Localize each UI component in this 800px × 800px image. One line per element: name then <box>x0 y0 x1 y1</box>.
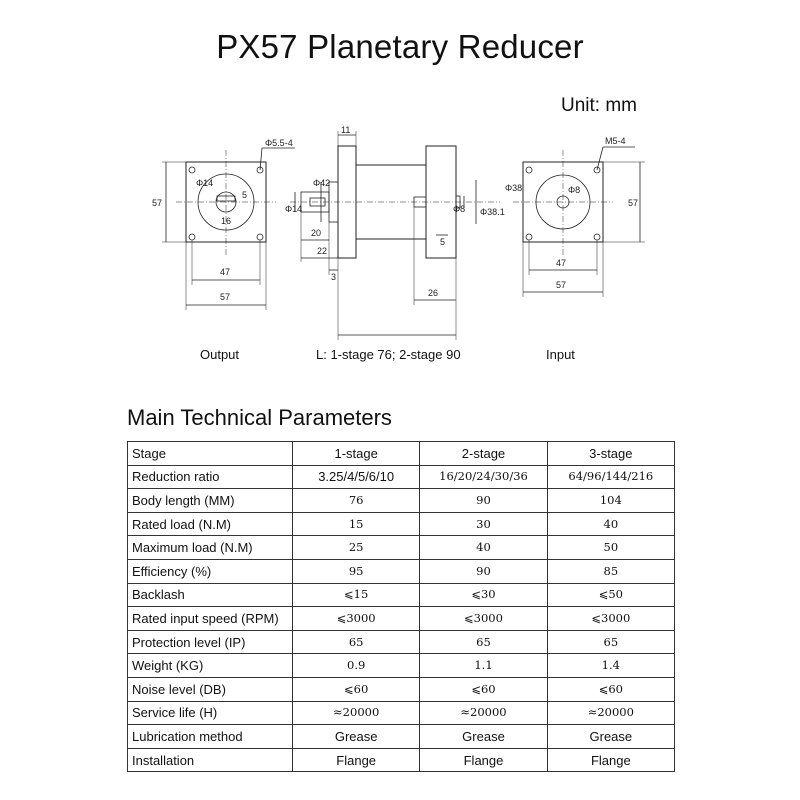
cell-value: 104 <box>547 489 674 513</box>
output-hole-spacing: 47 <box>220 267 231 277</box>
dimension-drawing <box>0 120 800 350</box>
cell-value: 3.25/4/5/6/10 <box>293 465 420 489</box>
side-pilot-dia: Φ42 <box>313 178 331 188</box>
table-row <box>128 512 675 536</box>
cell-value: Grease <box>293 725 420 749</box>
table-row <box>128 654 675 678</box>
table-header-row <box>128 442 675 466</box>
table-row <box>128 559 675 583</box>
cell-value: 30 <box>420 512 547 536</box>
output-hole-callout: Φ5.5-4 <box>265 138 293 148</box>
row-label: Efficiency (%) <box>128 559 293 583</box>
cell-value: 0.9 <box>293 654 420 678</box>
table-row <box>128 536 675 560</box>
section-heading: Main Technical Parameters <box>127 405 392 430</box>
cell-value: 1.4 <box>547 654 674 678</box>
row-label: Weight (KG) <box>128 654 293 678</box>
table-row <box>128 725 675 749</box>
side-small-3: 3 <box>331 272 337 282</box>
cell-value: ⩽15 <box>293 583 420 607</box>
cell-value: 25 <box>293 536 420 560</box>
table-row <box>128 607 675 631</box>
row-label: Lubrication method <box>128 725 293 749</box>
side-caption: L: 1-stage 76; 2-stage 90 <box>316 347 461 362</box>
cell-value: 1.1 <box>420 654 547 678</box>
cell-value: Flange <box>420 748 547 772</box>
cell-value: 90 <box>420 489 547 513</box>
side-shaft-len-22: 22 <box>317 246 328 256</box>
cell-value: Flange <box>293 748 420 772</box>
header-cell: 1-stage <box>293 442 420 466</box>
cell-value: ⩽3000 <box>547 607 674 631</box>
table-row <box>128 677 675 701</box>
table-row <box>128 465 675 489</box>
header-cell: Stage <box>128 442 293 466</box>
header-cell: 3-stage <box>547 442 674 466</box>
output-caption: Output <box>200 347 240 362</box>
side-flange-thickness: 11 <box>341 125 351 135</box>
table-row <box>128 701 675 725</box>
cell-value: ⩽3000 <box>420 607 547 631</box>
cell-value: ⩽30 <box>420 583 547 607</box>
input-thread-callout: M5-4 <box>605 136 626 146</box>
cell-value: 95 <box>293 559 420 583</box>
cell-value: Grease <box>420 725 547 749</box>
cell-value: ≈20000 <box>420 701 547 725</box>
cell-value: Grease <box>547 725 674 749</box>
row-label: Maximum load (N.M) <box>128 536 293 560</box>
cell-value: ⩽3000 <box>293 607 420 631</box>
cell-value: Flange <box>547 748 674 772</box>
table-row <box>128 630 675 654</box>
row-label: Body length (MM) <box>128 489 293 513</box>
cell-value: 16/20/24/30/36 <box>420 465 547 489</box>
cell-value: ≈20000 <box>547 701 674 725</box>
cell-value: ⩽60 <box>420 677 547 701</box>
side-input-bore: Φ8 <box>453 204 466 214</box>
cell-value: 76 <box>293 489 420 513</box>
input-width-dim: 57 <box>556 280 567 290</box>
side-input-flange: Φ38.1 <box>480 207 505 217</box>
cell-value: 65 <box>293 630 420 654</box>
row-label: Rated load (N.M) <box>128 512 293 536</box>
page-title: PX57 Planetary Reducer <box>216 28 584 65</box>
cell-value: 85 <box>547 559 674 583</box>
input-circle-callout: Φ38 <box>505 183 523 193</box>
cell-value: ≈20000 <box>293 701 420 725</box>
input-bore-callout: Φ8 <box>568 185 581 195</box>
side-input-5: 5 <box>440 237 446 247</box>
cell-value: 64/96/144/216 <box>547 465 674 489</box>
output-circle-callout: Φ14 <box>196 178 214 188</box>
side-shaft-dia: Φ14 <box>285 204 303 214</box>
output-width-dim: 57 <box>220 292 231 302</box>
cell-value: 50 <box>547 536 674 560</box>
table-row <box>128 748 675 772</box>
row-label: Protection level (IP) <box>128 630 293 654</box>
cell-value: 15 <box>293 512 420 536</box>
cell-value: 65 <box>420 630 547 654</box>
input-side-dim: 57 <box>628 198 639 208</box>
parameters-table <box>127 441 675 772</box>
output-side-dim: 57 <box>152 198 163 208</box>
row-label: Reduction ratio <box>128 465 293 489</box>
output-key-width: 16 <box>221 216 232 226</box>
row-label: Installation <box>128 748 293 772</box>
table-row <box>128 583 675 607</box>
input-hole-spacing: 47 <box>556 258 567 268</box>
row-label: Noise level (DB) <box>128 677 293 701</box>
side-shaft-len-20: 20 <box>311 228 322 238</box>
cell-value: 65 <box>547 630 674 654</box>
header-cell: 2-stage <box>420 442 547 466</box>
cell-value: ⩽60 <box>547 677 674 701</box>
row-label: Service life (H) <box>128 701 293 725</box>
output-key-depth: 5 <box>242 190 248 200</box>
cell-value: ⩽50 <box>547 583 674 607</box>
table-row <box>128 489 675 513</box>
cell-value: 40 <box>420 536 547 560</box>
unit-label: Unit: mm <box>561 95 637 116</box>
side-input-len: 26 <box>428 288 439 298</box>
row-label: Rated input speed (RPM) <box>128 607 293 631</box>
cell-value: ⩽60 <box>293 677 420 701</box>
cell-value: 90 <box>420 559 547 583</box>
input-caption: Input <box>546 347 575 362</box>
row-label: Backlash <box>128 583 293 607</box>
cell-value: 40 <box>547 512 674 536</box>
